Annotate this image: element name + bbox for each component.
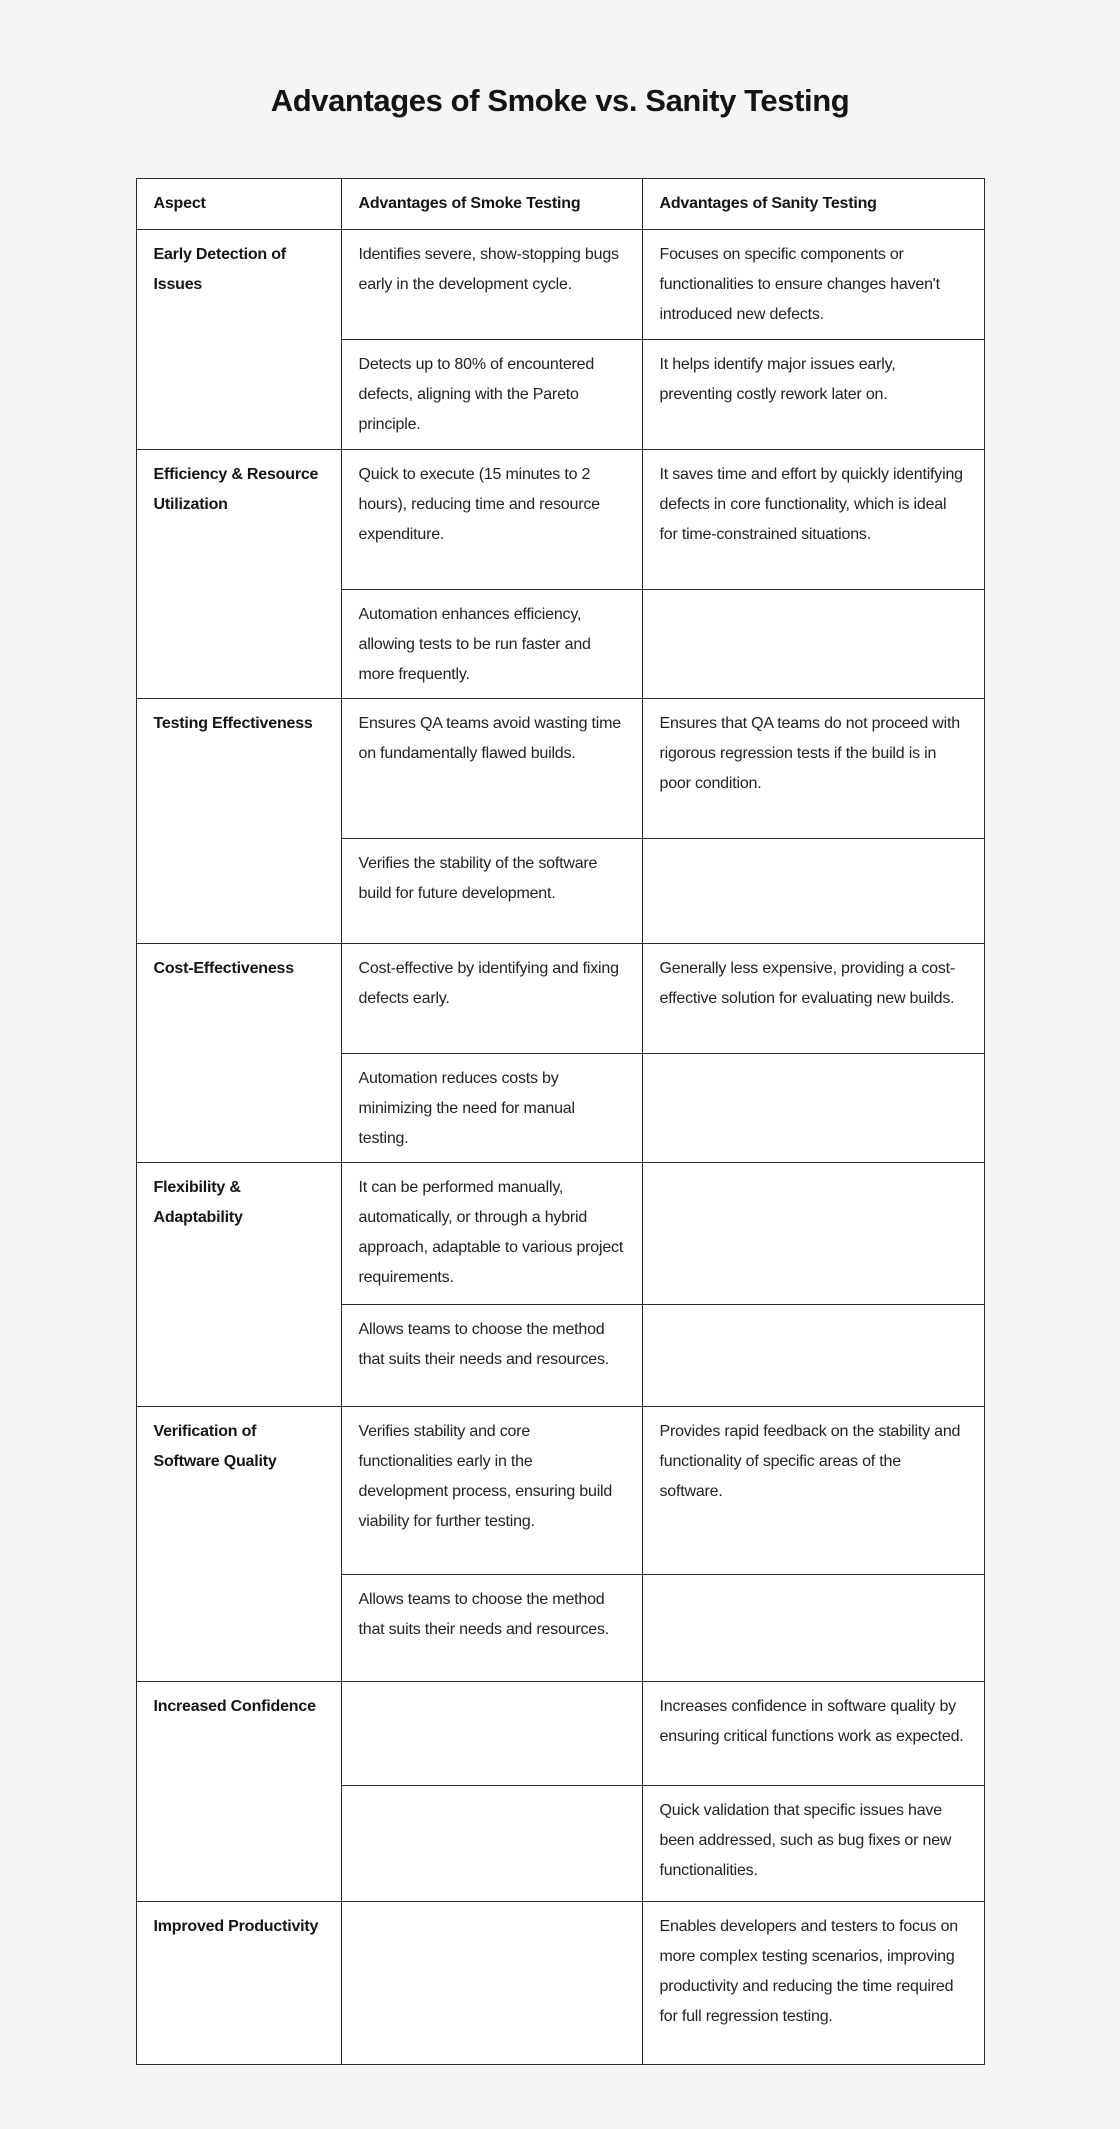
smoke-cell: Detects up to 80% of encountered defects, aligning with the Pareto principle. (341, 340, 642, 450)
smoke-cell: Verifies stability and core functionalities early in the development process, ensuring build viability for further testing. (341, 1407, 642, 1575)
aspect-cell: Efficiency & Resource Utilization (136, 450, 341, 699)
sanity-cell (642, 1575, 984, 1682)
sanity-cell (642, 590, 984, 699)
header-row (136, 179, 984, 230)
sanity-cell: Generally less expensive, providing a cost-effective solution for evaluating new builds. (642, 944, 984, 1054)
sanity-cell: It helps identify major issues early, preventing costly rework later on. (642, 340, 984, 450)
smoke-cell (341, 1902, 642, 2065)
sanity-cell: Enables developers and testers to focus on more complex testing scenarios, improving productivity and reducing the time required for full regression testing. (642, 1902, 984, 2065)
sanity-cell: Focuses on specific components or functionalities to ensure changes haven't introduced new defects. (642, 230, 984, 340)
smoke-cell: Ensures QA teams avoid wasting time on fundamentally flawed builds. (341, 699, 642, 839)
sanity-cell (642, 1054, 984, 1163)
sanity-cell: Quick validation that specific issues have been addressed, such as bug fixes or new functionalities. (642, 1786, 984, 1902)
header-aspect: Aspect (136, 179, 341, 230)
smoke-cell: Identifies severe, show-stopping bugs early in the development cycle. (341, 230, 642, 340)
smoke-cell: Automation enhances efficiency, allowing tests to be run faster and more frequently. (341, 590, 642, 699)
aspect-cell: Verification of Software Quality (136, 1407, 341, 1682)
table-row (136, 944, 984, 1054)
smoke-cell (341, 1786, 642, 1902)
smoke-cell: Allows teams to choose the method that suits their needs and resources. (341, 1575, 642, 1682)
sanity-cell: It saves time and effort by quickly identifying defects in core functionality, which is ideal for time-constrained situations. (642, 450, 984, 590)
sanity-cell: Provides rapid feedback on the stability and functionality of specific areas of the software. (642, 1407, 984, 1575)
table-row (136, 450, 984, 590)
sanity-cell (642, 1163, 984, 1305)
smoke-cell: Verifies the stability of the software build for future development. (341, 839, 642, 944)
sanity-cell (642, 1305, 984, 1407)
sanity-cell: Increases confidence in software quality by ensuring critical functions work as expected. (642, 1682, 984, 1786)
header-smoke-testing: Advantages of Smoke Testing (341, 179, 642, 230)
aspect-cell: Improved Productivity (136, 1902, 341, 2065)
sanity-cell (642, 839, 984, 944)
aspect-cell: Flexibility & Adaptability (136, 1163, 341, 1407)
table-row (136, 1407, 984, 1575)
smoke-cell: Quick to execute (15 minutes to 2 hours), reducing time and resource expenditure. (341, 450, 642, 590)
header-sanity-testing: Advantages of Sanity Testing (642, 179, 984, 230)
table-row (136, 1682, 984, 1786)
smoke-cell: Allows teams to choose the method that suits their needs and resources. (341, 1305, 642, 1407)
smoke-cell: It can be performed manually, automatically, or through a hybrid approach, adaptable to various project requirements. (341, 1163, 642, 1305)
comparison-table (136, 178, 985, 2065)
table-row (136, 1902, 984, 2065)
aspect-cell: Increased Confidence (136, 1682, 341, 1902)
table-row (136, 1163, 984, 1305)
table-row (136, 230, 984, 340)
smoke-cell: Automation reduces costs by minimizing the need for manual testing. (341, 1054, 642, 1163)
aspect-cell: Testing Effectiveness (136, 699, 341, 944)
aspect-cell: Cost-Effectiveness (136, 944, 341, 1163)
page-title: Advantages of Smoke vs. Sanity Testing (270, 83, 850, 118)
aspect-cell: Early Detection of Issues (136, 230, 341, 450)
smoke-cell (341, 1682, 642, 1786)
table-row (136, 699, 984, 839)
smoke-cell: Cost-effective by identifying and fixing defects early. (341, 944, 642, 1054)
sanity-cell: Ensures that QA teams do not proceed with rigorous regression tests if the build is in poor condition. (642, 699, 984, 839)
